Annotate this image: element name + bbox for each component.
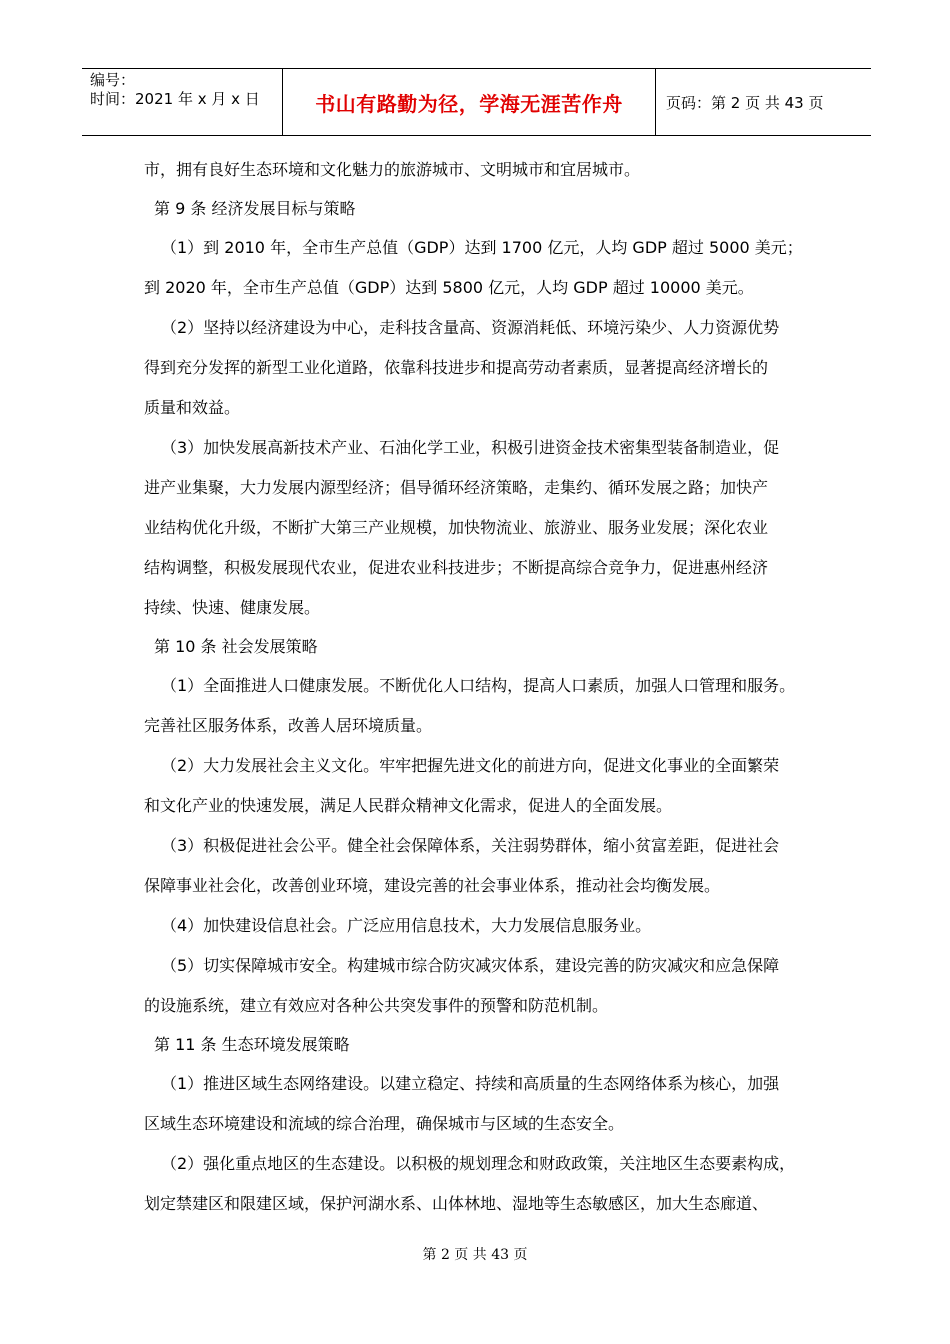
- time-label: 时间：2021 年 x 月 x 日: [90, 90, 260, 108]
- number-label: 编号：: [90, 71, 136, 89]
- article-heading: 第 10 条 社会发展策略: [154, 637, 318, 656]
- page-label: 页码：第 2 页 共 43 页: [666, 93, 824, 112]
- header-meta: [82, 69, 283, 135]
- paragraph-line: 保障事业社会化，改善创业环境，建设完善的社会事业体系，推动社会均衡发展。: [144, 876, 721, 895]
- paragraph-line: 划定禁建区和限建区域，保护河湖水系、山体林地、湿地等生态敏感区，加大生态廊道、: [144, 1194, 769, 1213]
- paragraph-line: （3）积极促进社会公平。健全社会保障体系，关注弱势群体，缩小贫富差距，促进社会: [161, 836, 780, 855]
- paragraph-line: 得到充分发挥的新型工业化道路，依靠科技进步和提高劳动者素质，显著提高经济增长的: [144, 358, 769, 377]
- document-body: [144, 150, 814, 1224]
- paragraph-line: 完善社区服务体系，改善人居环境质量。: [144, 716, 433, 735]
- paragraph-line: 区域生态环境建设和流域的综合治理，确保城市与区域的生态安全。: [144, 1114, 625, 1133]
- paragraph-line: 的设施系统，建立有效应对各种公共突发事件的预警和防范机制。: [144, 996, 609, 1015]
- page-footer: 第 2 页 共 43 页: [422, 1247, 528, 1263]
- paragraph-line: （2）坚持以经济建设为中心，走科技含量高、资源消耗低、环境污染少、人力资源优势: [161, 318, 780, 337]
- paragraph-line: （2）大力发展社会主义文化。牢牢把握先进文化的前进方向，促进文化事业的全面繁荣: [161, 756, 780, 775]
- paragraph-line: （5）切实保障城市安全。构建城市综合防灾减灾体系，建设完善的防灾减灾和应急保障: [161, 956, 780, 975]
- article-heading: 第 9 条 经济发展目标与策略: [154, 199, 356, 218]
- paragraph-line: （4）加快建设信息社会。广泛应用信息技术，大力发展信息服务业。: [161, 916, 652, 935]
- document-header: [82, 68, 871, 136]
- article-heading: 第 11 条 生态环境发展策略: [154, 1035, 350, 1054]
- paragraph-line: （1）全面推进人口健康发展。不断优化人口结构，提高人口素质，加强人口管理和服务。: [161, 676, 796, 695]
- header-motto-cell: [283, 69, 656, 135]
- paragraph-line: 质量和效益。: [144, 398, 241, 417]
- paragraph-line: 结构调整，积极发展现代农业，促进农业科技进步；不断提高综合竞争力，促进惠州经济: [144, 558, 769, 577]
- paragraph-line: （2）强化重点地区的生态建设。以积极的规划理念和财政政策，关注地区生态要素构成，: [161, 1154, 796, 1173]
- motto: 书山有路勤为径，学海无涯苦作舟: [315, 91, 623, 116]
- paragraph-line: 持续、快速、健康发展。: [144, 598, 321, 617]
- paragraph-line: 业结构优化升级，不断扩大第三产业规模，加快物流业、旅游业、服务业发展；深化农业: [144, 518, 769, 537]
- paragraph-line: （3）加快发展高新技术产业、石油化学工业，积极引进资金技术密集型装备制造业，促: [161, 438, 780, 457]
- header-page-cell: [656, 69, 871, 135]
- paragraph-line: 进产业集聚，大力发展内源型经济；倡导循环经济策略，走集约、循环发展之路；加快产: [144, 478, 769, 497]
- paragraph-line: 市，拥有良好生态环境和文化魅力的旅游城市、文明城市和宜居城市。: [144, 160, 641, 179]
- paragraph-line: 到 2020 年，全市生产总值（GDP）达到 5800 亿元，人均 GDP 超过 10000 美元。: [144, 278, 754, 297]
- paragraph-line: （1）到 2010 年，全市生产总值（GDP）达到 1700 亿元，人均 GDP 超过 5000 美元；: [161, 238, 803, 257]
- paragraph-line: （1）推进区域生态网络建设。以建立稳定、持续和高质量的生态网络体系为核心，加强: [161, 1074, 780, 1093]
- paragraph-line: 和文化产业的快速发展，满足人民群众精神文化需求，促进人的全面发展。: [144, 796, 673, 815]
